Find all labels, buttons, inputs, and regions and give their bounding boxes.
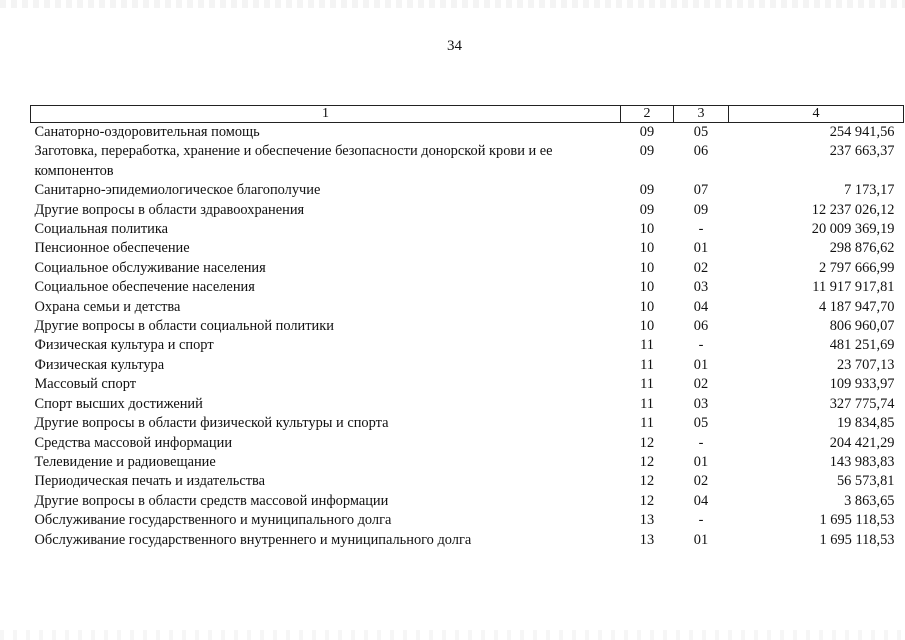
table-row <box>31 123 904 143</box>
row-subsection-code: 01 <box>693 240 709 257</box>
row-subsection-code: 07 <box>693 182 709 199</box>
row-amount: 19 834,85 <box>836 415 895 432</box>
row-section-code: 09 <box>639 124 655 140</box>
row-subsection-code: 01 <box>693 356 709 373</box>
row-amount: 298 876,62 <box>829 240 895 257</box>
row-name: Физическая культура и спорт <box>34 337 214 354</box>
row-amount: 56 573,81 <box>836 473 895 490</box>
row-section-code: 11 <box>640 356 654 373</box>
row-name: Охрана семьи и детства <box>34 298 181 315</box>
table-row <box>31 434 904 453</box>
row-amount: 327 775,74 <box>829 395 895 412</box>
row-name: Санаторно-оздоровительная помощь <box>34 124 260 140</box>
row-subsection-code: 03 <box>693 279 709 296</box>
row-amount: 2 797 666,99 <box>818 259 895 276</box>
table-row <box>31 375 904 394</box>
row-name: Телевидение и радиовещание <box>34 453 216 470</box>
row-section-code: 10 <box>639 318 655 335</box>
row-section-code: 09 <box>639 201 655 218</box>
header-row <box>31 106 904 123</box>
table-row <box>31 336 904 355</box>
header-cell-subsection: 3 <box>674 106 729 123</box>
row-subsection-code: 04 <box>693 298 709 315</box>
row-amount: 204 421,29 <box>829 434 895 451</box>
row-name: Обслуживание государственного внутреннего и муниципального долга <box>34 531 472 548</box>
row-amount: 481 251,69 <box>829 337 895 354</box>
row-amount: 4 187 947,70 <box>818 298 895 315</box>
table-row <box>31 278 904 297</box>
row-amount: 12 237 026,12 <box>811 201 895 218</box>
row-name: Периодическая печать и издательства <box>34 473 266 490</box>
table-row <box>31 142 904 181</box>
row-subsection-code: 01 <box>693 531 709 548</box>
row-section-code: 13 <box>639 512 655 529</box>
row-section-code: 10 <box>639 221 655 238</box>
row-subsection-code: 03 <box>693 395 709 412</box>
header-cell-section: 2 <box>621 106 674 123</box>
row-name: Обслуживание государственного и муниципального долга <box>34 512 392 529</box>
table-row <box>31 259 904 278</box>
budget-table <box>30 105 904 550</box>
row-subsection-code: 01 <box>693 453 709 470</box>
row-amount: 11 917 917,81 <box>812 279 895 296</box>
row-section-code: 12 <box>639 434 655 451</box>
row-name: Спорт высших достижений <box>34 395 203 412</box>
scan-edge-top <box>0 0 905 8</box>
row-subsection-code: 05 <box>693 415 709 432</box>
row-subsection-code: - <box>698 512 704 529</box>
table-row <box>31 472 904 491</box>
row-amount: 7 173,17 <box>844 182 895 199</box>
table-row <box>31 220 904 239</box>
row-amount: 23 707,13 <box>836 356 895 373</box>
row-name: Социальное обслуживание населения <box>34 259 266 276</box>
row-section-code: 10 <box>639 259 655 276</box>
row-subsection-code: 06 <box>693 318 709 335</box>
table-row <box>31 317 904 336</box>
table-row <box>31 531 904 550</box>
row-amount: 806 960,07 <box>829 318 895 335</box>
table-row <box>31 201 904 220</box>
table-row <box>31 239 904 258</box>
row-subsection-code: - <box>698 434 704 451</box>
row-name: Социальное обеспечение населения <box>34 279 255 296</box>
row-section-code: 09 <box>639 182 655 199</box>
table-row <box>31 511 904 530</box>
page-number: 34 <box>447 38 462 54</box>
row-subsection-code: - <box>698 337 704 354</box>
row-name: Пенсионное обеспечение <box>34 240 190 257</box>
row-amount: 254 941,56 <box>829 124 895 140</box>
row-name: Средства массовой информации <box>34 434 233 451</box>
row-name: Социальная политика <box>34 221 168 238</box>
row-name: Другие вопросы в области здравоохранения <box>34 201 305 218</box>
row-section-code: 12 <box>639 453 655 470</box>
row-section-code: 11 <box>640 395 654 412</box>
row-subsection-code: - <box>698 221 704 238</box>
table-row <box>31 453 904 472</box>
row-subsection-code: 09 <box>693 201 709 218</box>
row-name: Другие вопросы в области физической культуры и спорта <box>34 415 389 432</box>
row-subsection-code: 02 <box>693 473 709 490</box>
header-cell-amount: 4 <box>729 106 904 123</box>
row-name: Заготовка, переработка, хранение и обеспечение безопасности донорской крови и ее компонентов <box>34 143 553 179</box>
row-subsection-code: 04 <box>693 492 709 509</box>
table-row <box>31 414 904 433</box>
table-row <box>31 395 904 414</box>
row-section-code: 10 <box>639 240 655 257</box>
row-name: Другие вопросы в области средств массовой информации <box>34 492 389 509</box>
row-name: Массовый спорт <box>34 376 136 393</box>
row-section-code: 10 <box>639 279 655 296</box>
row-amount: 143 983,83 <box>829 453 895 470</box>
row-section-code: 10 <box>639 298 655 315</box>
row-subsection-code: 02 <box>693 376 709 393</box>
row-subsection-code: 02 <box>693 259 709 276</box>
row-section-code: 13 <box>639 531 655 548</box>
row-amount: 1 695 118,53 <box>819 512 895 529</box>
header-cell-name: 1 <box>31 106 621 123</box>
row-section-code: 11 <box>640 337 654 354</box>
row-section-code: 12 <box>639 473 655 490</box>
row-amount: 3 863,65 <box>844 492 895 509</box>
row-section-code: 12 <box>639 492 655 509</box>
table-row <box>31 492 904 511</box>
row-section-code: 09 <box>639 143 655 160</box>
row-amount: 1 695 118,53 <box>819 531 895 548</box>
table-row <box>31 356 904 375</box>
row-section-code: 11 <box>640 415 654 432</box>
row-section-code: 11 <box>640 376 654 393</box>
row-name: Физическая культура <box>34 356 165 373</box>
row-name: Другие вопросы в области социальной политики <box>34 318 334 335</box>
row-amount: 20 009 369,19 <box>811 221 895 238</box>
row-subsection-code: 05 <box>693 124 709 140</box>
table-row <box>31 298 904 317</box>
table-body <box>31 123 904 550</box>
row-amount: 237 663,37 <box>829 143 895 160</box>
row-amount: 109 933,97 <box>829 376 895 393</box>
row-subsection-code: 06 <box>693 143 709 160</box>
row-name: Санитарно-эпидемиологическое благополучие <box>34 182 321 199</box>
scan-edge-bottom <box>0 630 905 640</box>
table-row <box>31 181 904 200</box>
